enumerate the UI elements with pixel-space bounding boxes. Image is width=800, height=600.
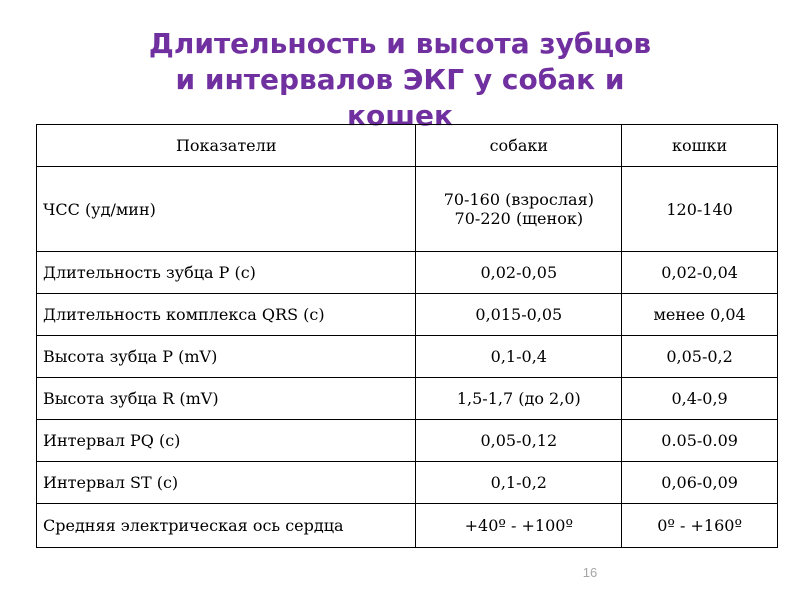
row-dogs-value: +40º - +100º: [416, 504, 622, 548]
table-row: [37, 504, 778, 548]
row-indicator: Средняя электрическая ось сердца: [37, 504, 416, 548]
row-cats-value: менее 0,04: [622, 294, 778, 336]
row-dogs-value: 0,05-0,12: [416, 420, 622, 462]
row-indicator: Высота зубца R (mV): [37, 378, 416, 420]
row-indicator: Высота зубца P (mV): [37, 336, 416, 378]
row-cats-value: 0,06-0,09: [622, 462, 778, 504]
row-dogs-value: 0,1-0,4: [416, 336, 622, 378]
table-row: [37, 167, 778, 252]
row-indicator: ЧСС (уд/мин): [37, 167, 416, 252]
slide-title: [0, 26, 800, 134]
row-dogs-value: [416, 167, 622, 252]
table-row: [37, 378, 778, 420]
dogs-value-line-1: 70-160 (взрослая): [443, 190, 594, 209]
row-dogs-value: 0,02-0,05: [416, 252, 622, 294]
header-cats: кошки: [622, 125, 778, 167]
slide-title-line-1: Длительность и высота зубцов: [148, 27, 652, 60]
row-cats-value: 120-140: [622, 167, 778, 252]
row-indicator: Длительность зубца P (с): [37, 252, 416, 294]
slide-title-line-2: и интервалов ЭКГ у собак и: [175, 63, 625, 96]
row-indicator: Интервал PQ (с): [37, 420, 416, 462]
row-dogs-value: 1,5-1,7 (до 2,0): [416, 378, 622, 420]
row-indicator: Интервал ST (с): [37, 462, 416, 504]
header-dogs: собаки: [416, 125, 622, 167]
row-cats-value: 0,05-0,2: [622, 336, 778, 378]
table-row: [37, 462, 778, 504]
slide-title-line-3: кошек: [347, 99, 453, 132]
row-dogs-value: 0,1-0,2: [416, 462, 622, 504]
row-cats-value: 0,02-0,04: [622, 252, 778, 294]
header-indicators: Показатели: [37, 125, 416, 167]
row-cats-value: 0º - +160º: [622, 504, 778, 548]
table-row: [37, 336, 778, 378]
row-dogs-value: 0,015-0,05: [416, 294, 622, 336]
row-cats-value: 0.05-0.09: [622, 420, 778, 462]
table-row: [37, 252, 778, 294]
ecg-parameters-table: [36, 124, 778, 548]
table-row: [37, 420, 778, 462]
page-number: 16: [582, 565, 598, 580]
table-row: [37, 294, 778, 336]
table-header-row: [37, 125, 778, 167]
row-cats-value: 0,4-0,9: [622, 378, 778, 420]
dogs-value-line-2: 70-220 (щенок): [454, 209, 584, 228]
row-indicator: Длительность комплекса QRS (с): [37, 294, 416, 336]
